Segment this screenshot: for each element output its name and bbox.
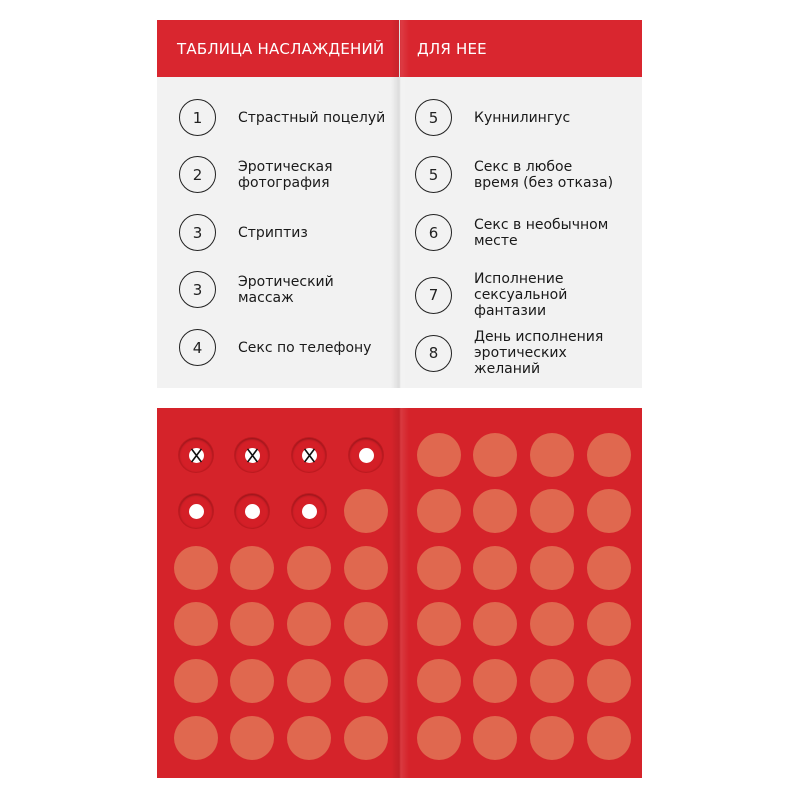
pleasure-table-spread xyxy=(157,20,642,388)
sticker-dot[interactable] xyxy=(417,546,461,590)
item-number-circle: 2 xyxy=(179,156,216,193)
sticker-sheet-spread xyxy=(157,408,642,778)
sticker-hole xyxy=(245,504,260,519)
sticker-dot[interactable] xyxy=(530,546,574,590)
sticker-dot[interactable] xyxy=(473,716,517,760)
sticker-dot[interactable] xyxy=(174,716,218,760)
peeled-sticker-slot xyxy=(349,438,383,472)
list-item xyxy=(415,156,613,193)
sticker-dot[interactable] xyxy=(587,716,631,760)
sticker-dot[interactable] xyxy=(344,546,388,590)
item-label: Исполнение сексуальной фантазии xyxy=(474,271,568,319)
sticker-dot[interactable] xyxy=(344,602,388,646)
item-number-circle: 4 xyxy=(179,329,216,366)
item-label: Стриптиз xyxy=(238,224,308,241)
sticker-dot[interactable] xyxy=(530,489,574,533)
cross-mark-icon xyxy=(302,448,317,463)
left-sticker-grid xyxy=(157,408,399,778)
item-label: День исполнения эротических желаний xyxy=(474,329,604,377)
sticker-dot[interactable] xyxy=(287,546,331,590)
sticker-dot[interactable] xyxy=(587,489,631,533)
sticker-dot[interactable] xyxy=(530,602,574,646)
sticker-dot[interactable] xyxy=(473,659,517,703)
sticker-dot[interactable] xyxy=(230,716,274,760)
sticker-dot[interactable] xyxy=(174,659,218,703)
item-number-circle: 3 xyxy=(179,214,216,251)
sticker-dot[interactable] xyxy=(344,489,388,533)
peeled-sticker-slot-crossed xyxy=(292,438,326,472)
list-item xyxy=(179,271,334,308)
list-item xyxy=(415,329,603,377)
left-page xyxy=(157,20,399,388)
sticker-dot[interactable] xyxy=(473,602,517,646)
sticker-hole xyxy=(189,448,204,463)
sticker-dot[interactable] xyxy=(287,659,331,703)
sticker-dot[interactable] xyxy=(417,602,461,646)
list-item xyxy=(179,329,371,366)
item-number-circle: 8 xyxy=(415,335,452,372)
sticker-dot[interactable] xyxy=(174,602,218,646)
book-gutter xyxy=(391,20,409,388)
list-item xyxy=(179,156,333,193)
sticker-dot[interactable] xyxy=(287,716,331,760)
sticker-dot[interactable] xyxy=(230,546,274,590)
sticker-hole xyxy=(302,504,317,519)
left-page-title: ТАБЛИЦА НАСЛАЖДЕНИЙ xyxy=(177,40,385,58)
list-item xyxy=(179,99,385,136)
peeled-sticker-slot xyxy=(235,494,269,528)
sticker-dot[interactable] xyxy=(230,602,274,646)
item-label: Страстный поцелуй xyxy=(238,109,386,126)
sticker-hole xyxy=(302,448,317,463)
right-page-title: ДЛЯ НЕЕ xyxy=(417,40,487,58)
item-number-circle: 5 xyxy=(415,99,452,136)
peeled-sticker-slot xyxy=(292,494,326,528)
right-page xyxy=(400,20,642,388)
item-number-circle: 5 xyxy=(415,156,452,193)
list-item xyxy=(415,99,570,136)
right-page-header xyxy=(400,20,642,77)
item-number-circle: 6 xyxy=(415,214,452,251)
item-label: Эротический массаж xyxy=(238,273,334,306)
item-label: Куннилингус xyxy=(474,109,571,126)
peeled-sticker-slot-crossed xyxy=(179,438,213,472)
sticker-dot[interactable] xyxy=(530,433,574,477)
cross-mark-icon xyxy=(189,448,204,463)
left-page-header xyxy=(157,20,399,77)
item-label: Секс по телефону xyxy=(238,339,372,356)
list-item xyxy=(415,214,608,251)
sticker-dot[interactable] xyxy=(587,659,631,703)
list-item xyxy=(415,271,567,319)
sticker-hole xyxy=(359,448,374,463)
sticker-dot[interactable] xyxy=(344,716,388,760)
sticker-dot[interactable] xyxy=(530,659,574,703)
sticker-dot[interactable] xyxy=(287,602,331,646)
peeled-sticker-slot-crossed xyxy=(235,438,269,472)
item-number-circle: 1 xyxy=(179,99,216,136)
sticker-dot[interactable] xyxy=(417,433,461,477)
sticker-hole xyxy=(245,448,260,463)
list-item xyxy=(179,214,308,251)
peeled-sticker-slot xyxy=(179,494,213,528)
sticker-dot[interactable] xyxy=(417,716,461,760)
sticker-dot[interactable] xyxy=(587,433,631,477)
sticker-dot[interactable] xyxy=(473,433,517,477)
sticker-dot[interactable] xyxy=(344,659,388,703)
item-number-circle: 7 xyxy=(415,277,452,314)
book-gutter xyxy=(391,408,409,778)
sticker-dot[interactable] xyxy=(473,546,517,590)
sticker-dot[interactable] xyxy=(230,659,274,703)
sticker-dot[interactable] xyxy=(417,489,461,533)
sticker-hole xyxy=(189,504,204,519)
sticker-dot[interactable] xyxy=(587,602,631,646)
sticker-dot[interactable] xyxy=(174,546,218,590)
item-label: Секс в любое время (без отказа) xyxy=(474,158,614,191)
item-label: Эротическая фотография xyxy=(238,158,333,191)
sticker-dot[interactable] xyxy=(587,546,631,590)
right-sticker-grid xyxy=(400,408,642,778)
cross-mark-icon xyxy=(245,448,260,463)
sticker-dot[interactable] xyxy=(530,716,574,760)
sticker-dot[interactable] xyxy=(417,659,461,703)
item-number-circle: 3 xyxy=(179,271,216,308)
sticker-dot[interactable] xyxy=(473,489,517,533)
item-label: Секс в необычном месте xyxy=(474,216,609,249)
